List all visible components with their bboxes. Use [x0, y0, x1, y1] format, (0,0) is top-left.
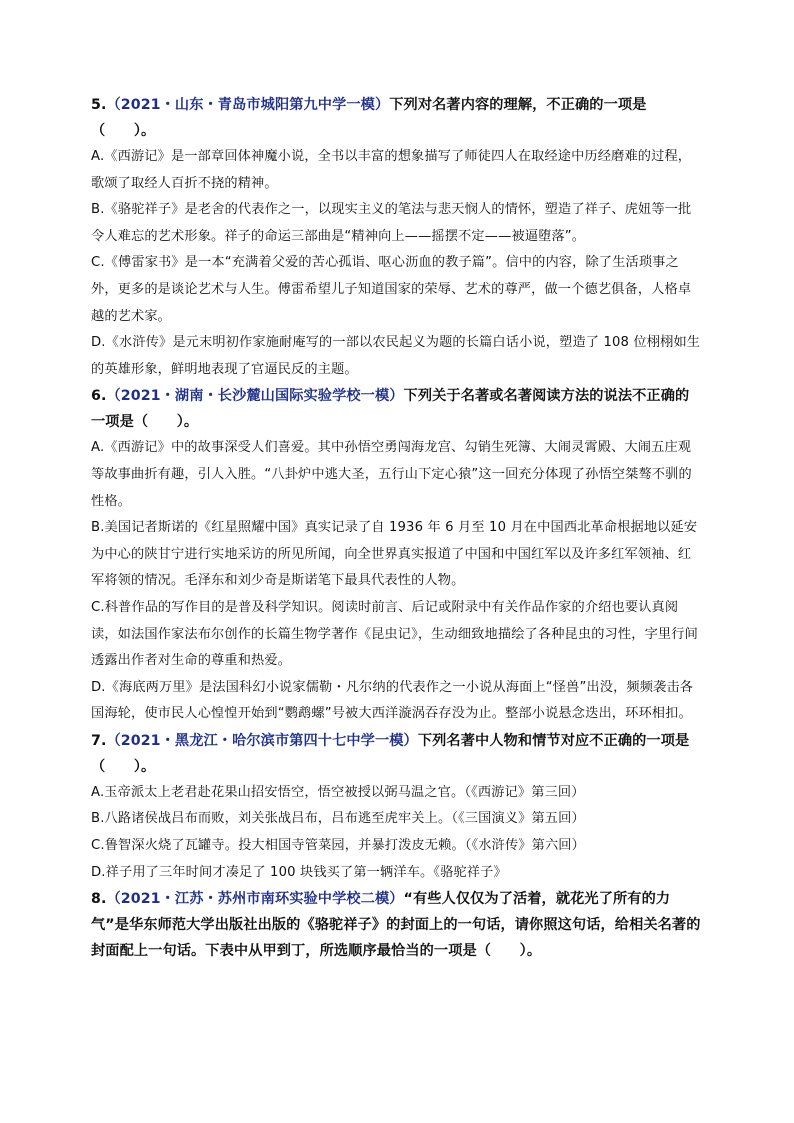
- option-c: C.鲁智深火烧了瓦罐寺。投大相国寺管菜园，并暴打泼皮无赖。（《水浒传》第六回）: [91, 838, 585, 854]
- option-d: D.祥子用了三年时间才凑足了 100 块钱买了第一辆洋车。《骆驼祥子》: [91, 864, 507, 880]
- option-d: D.《水浒传》是元末明初作家施耐庵写的一部以农民起义为题的长篇白话小说，塑造了 108 位栩栩如生的英雄形象，鲜明地表现了官逼民反的主题。: [91, 335, 701, 377]
- question-header: [91, 383, 703, 435]
- option-b: B.《骆驼祥子》是老舍的代表作之一，以现实主义的笔法与悲天悯人的情怀，塑造了祥子、虎妞等一批令人难忘的艺术形象。祥子的命运三部曲是“精神向上——摇摆不定——被逼堕落”。: [91, 202, 692, 244]
- question-7: [91, 728, 703, 886]
- question-number: 6.: [91, 388, 107, 405]
- option-b: B.美国记者斯诺的《红星照耀中国》真实记录了自 1936 年 6 月至 10 月在中国西北革命根据地以延安为中心的陕甘宁进行实地采访的所见所闻，向全世界真实报道了中国和中国红军以及许多红军领袖、红军将领的情况。毛泽东和刘少奇是斯诺笔下最具代表性的人物。: [91, 520, 698, 589]
- question-number: 7.: [91, 732, 107, 749]
- question-stem: 下列关于名著或名著阅读方法的说法不正确的一项是（ ）。: [91, 388, 690, 431]
- question-stem: 下列对名著内容的理解，不正确的一项是（ ）。: [91, 97, 647, 139]
- question-6: [91, 383, 703, 728]
- option-a: A.《西游记》中的故事深受人们喜爱。其中孙悟空勇闯海龙宫、勾销生死簿、大闹灵霄殿、大闹五庄观等故事曲折有趣，引人入胜。“八卦炉中逃大圣，五行山下定心猿”这一回充分体现了孙悟空桀骜不驯的性格。: [91, 440, 692, 509]
- question-number: 8.: [91, 891, 107, 908]
- question-list: [91, 92, 703, 964]
- option-b: B.八路诸侯战吕布而败，刘关张战吕布，吕布逃至虎牢关上。（《三国演义》第五回）: [91, 811, 585, 827]
- question-stem: 下列名著中人物和情节对应不正确的一项是（ ）。: [91, 732, 690, 775]
- option-d: D.《海底两万里》是法国科幻小说家儒勒・凡尔纳的代表作之一小说从海面上“怪兽”出没，频频袭击各国海轮，使市民人心惶惶开始到“鹦鹉螺”号被大西洋漩涡吞存没为止。整部小说悬念迭出，环环相扣。: [91, 679, 694, 722]
- question-source: （2021・山东・青岛市城阳第九中学一模）: [106, 97, 390, 113]
- option-c: C.《傅雷家书》是一本“充满着父爱的苦心孤诣、呕心沥血的教子篇”。信中的内容，除了生活琐事之外，更多的是谈论艺术与人生。傅雷希望儿子知道国家的荣辱、艺术的尊严，做一个德艺俱备，人格卓越的艺术家。: [91, 255, 692, 324]
- question-source: （2021・江苏・苏州市南环实验中学校二模）: [106, 891, 404, 908]
- question-8: [91, 886, 703, 964]
- option-a: A.玉帝派太上老君赴花果山招安悟空，悟空被授以弼马温之官。（《西游记》第三回）: [91, 784, 585, 800]
- question-source: （2021・湖南・长沙麓山国际实验学校一模）: [106, 388, 404, 405]
- question-source: （2021・黑龙江・哈尔滨市第四十七中学一模）: [106, 732, 418, 749]
- option-c: C.科普作品的写作目的是普及科学知识。阅读时前言、后记或附录中有关作品作家的介绍也要认真阅读，如法国作家法布尔创作的长篇生物学著作《昆虫记》，生动细致地描绘了各种昆虫的习性，字里行间透露出作者对生命的尊重和热爱。: [91, 599, 698, 669]
- question-stem: “有些人仅仅为了活着，就花光了所有的力气”是华东师范大学出版社出版的《骆驼祥子》的封面上的一句话，请你照这句话，给相关名著的封面配上一句话。下表中从甲到丁，所选顺序最恰当的一项是（ ）。: [91, 891, 701, 960]
- question-5: [91, 92, 703, 383]
- option-a: A.《西游记》是一部章回体神魔小说，全书以丰富的想象描写了师徒四人在取经途中历经磨难的过程，歌颂了取经人百折不挠的精神。: [91, 149, 692, 191]
- question-header: [91, 728, 703, 780]
- question-header: [91, 92, 703, 144]
- question-number: 5.: [91, 97, 107, 113]
- question-header: [91, 886, 703, 964]
